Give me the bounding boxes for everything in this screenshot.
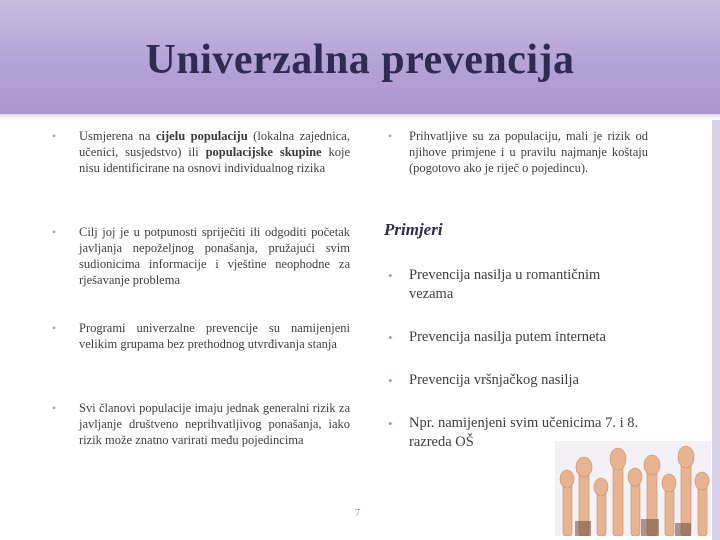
text-segment: koje nisu identificirane na osnovi individualnog rizika — [79, 145, 350, 175]
left-bullet-item — [52, 320, 350, 352]
bold-text-segment: cijelu populaciju — [156, 129, 248, 143]
bullet-icon: • — [388, 416, 393, 431]
slide-title: Univerzalna prevencija — [145, 37, 575, 83]
bullet-text — [79, 400, 350, 448]
bullet-icon: • — [52, 225, 57, 239]
header-shadow — [0, 114, 720, 120]
intro-bullet-item — [380, 128, 648, 176]
raised-hands-icon — [555, 441, 711, 536]
example-text: Npr. namijenjeni svim učenicima 7. i 8. razreda OŠ — [409, 415, 639, 450]
example-text: Prevencija nasilja u romantičnim vezama — [409, 267, 601, 302]
left-bullet-item — [52, 224, 350, 288]
example-text: Prevencija vršnjačkog nasilja — [409, 372, 579, 388]
text-segment: Usmjerena na — [79, 129, 156, 143]
text-segment: Svi članovi populacije imaju jednak generalni rizik za javljanje društveno neprihvatljivog ponašanja, iako rizik može znatno varirati među pojedincima — [79, 401, 350, 447]
bullet-icon: • — [52, 321, 57, 335]
bullet-icon: • — [388, 129, 393, 143]
left-bullet-item — [52, 128, 350, 176]
page-number: 7 — [355, 508, 360, 519]
intro-text: Prihvatljive su za populaciju, mali je rizik od njihove primjene i u pravilu najmanje koštaju (pogotovo ako je riječ o pojedincu). — [409, 129, 648, 175]
example-item — [380, 371, 648, 390]
bullet-icon: • — [52, 129, 57, 143]
bullet-icon: • — [388, 268, 393, 283]
bullet-icon: • — [52, 401, 57, 415]
bullet-text — [79, 128, 350, 176]
text-segment: (lokalna zajednica, učenici, susjedstvo) ili — [79, 129, 350, 159]
bullet-icon: • — [388, 330, 393, 345]
bullet-text — [79, 224, 350, 288]
right-edge-strip — [712, 120, 720, 540]
bold-text-segment: populacijske skupine — [205, 145, 322, 159]
bullet-text — [79, 320, 350, 352]
text-segment: Programi univerzalne prevencije su namijenjeni velikim grupama bez prethodnog utvrđivanja stanja — [79, 321, 350, 351]
example-text: Prevencija nasilja putem interneta — [409, 329, 606, 345]
example-item — [380, 328, 648, 347]
text-segment: Cilj joj je u potpunosti spriječiti ili odgoditi početak javljanja nepoželjnog ponašanja, pružajući svim sudionicima informacije i vještine neophodne za rješavanje problema — [79, 225, 350, 287]
left-bullet-item — [52, 400, 350, 448]
raised-hands-image — [555, 441, 711, 536]
examples-heading: Primjeri — [384, 220, 443, 239]
bullet-icon: • — [388, 373, 393, 388]
example-item — [380, 266, 648, 304]
